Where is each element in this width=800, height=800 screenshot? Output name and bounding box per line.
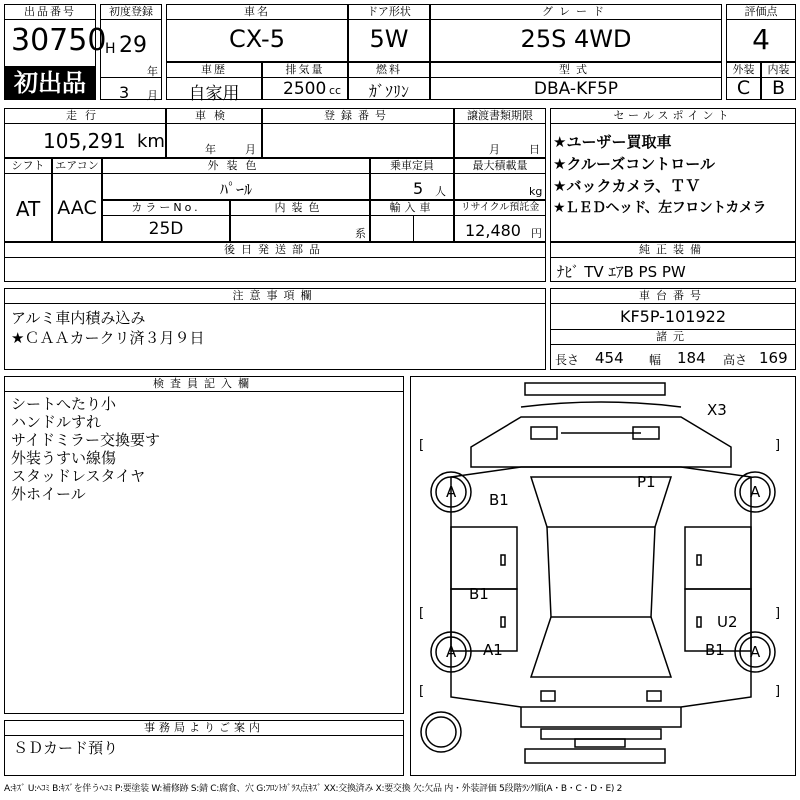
equipment-box: [550, 242, 796, 282]
door-box: [348, 4, 430, 62]
inspector-line: ハンドルすれ: [11, 413, 102, 431]
displacement-box: [262, 62, 348, 100]
width: 184: [677, 349, 706, 367]
lot-number: 30750: [11, 23, 107, 58]
transfer-month-unit: 月: [489, 143, 500, 156]
transfer-box: [454, 108, 546, 158]
chassis-label: 車台番号: [551, 289, 795, 304]
color: ﾊﾟｰﾙ: [219, 180, 252, 199]
length: 454: [595, 349, 624, 367]
inspector-line: 外装うすい線傷: [11, 449, 117, 467]
height-label: 高さ: [723, 353, 748, 367]
interior-color-label: 内装色: [231, 201, 369, 216]
inspection-month-unit: 月: [245, 143, 256, 156]
sales-points-label: セールスポイント: [551, 109, 795, 124]
grade: 25S 4WD: [520, 25, 632, 53]
damage-mark: X3: [707, 401, 727, 419]
month-unit: 月: [147, 89, 158, 102]
registration-month: 3: [119, 83, 130, 102]
sales-point-item: ★ＬＥＤヘッド、左フロントカメラ: [553, 200, 766, 216]
grade-box: [430, 4, 722, 62]
capacity: 5: [413, 179, 424, 198]
recycle-box: [454, 200, 546, 242]
equipment-label: 純正装備: [551, 243, 795, 258]
history-label: 車歴: [167, 63, 261, 78]
era: H: [105, 41, 116, 57]
recycle-unit: 円: [531, 227, 542, 240]
inspector-label: 検査員記入欄: [5, 377, 403, 392]
displacement: 2500: [283, 79, 327, 99]
damage-mark: P1: [637, 473, 656, 491]
mileage-label: 走行: [5, 109, 165, 124]
displacement-label: 排気量: [263, 63, 347, 78]
color-no-box: [102, 200, 230, 242]
fuel-box: [348, 62, 430, 100]
wheel-mark: A: [750, 483, 761, 501]
color-no-label: カラーNo.: [103, 201, 229, 216]
svg-text:]: ]: [775, 684, 781, 699]
history-box: [166, 62, 262, 104]
interior-grade: B: [771, 77, 786, 99]
exterior-grade: C: [736, 77, 751, 99]
office-text: ＳＤカード預り: [13, 739, 119, 757]
sales-point-item: ★バックカメラ、ＴＶ: [553, 177, 701, 195]
later-parts-box: [4, 242, 546, 282]
sales-points-box: [550, 108, 796, 242]
plate-label: 登録番号: [263, 109, 453, 124]
interior-color-box: [230, 200, 370, 242]
inspection-year-unit: 年: [205, 143, 216, 156]
score-label: 評価点: [727, 5, 795, 20]
import-label: 輸入車: [371, 201, 453, 216]
inspector-line: シートへたり小: [11, 395, 117, 413]
svg-text:[: [: [419, 684, 425, 699]
mileage-box: [4, 108, 166, 158]
door-label: ドア形状: [349, 5, 429, 20]
model-label: 型式: [431, 63, 721, 78]
wheel-mark: A: [750, 643, 761, 661]
inspection-box: [166, 108, 262, 158]
first-listing-badge: 初出品: [4, 66, 96, 100]
ac-box: [52, 158, 102, 242]
wheel-mark: A: [446, 483, 457, 501]
color-no: 25D: [148, 219, 184, 239]
sales-point-item: ★クルーズコントロール: [553, 155, 715, 173]
transfer-label: 譲渡書類期限: [455, 109, 545, 124]
shift-label: シフト: [5, 159, 51, 174]
length-label: 長さ: [555, 353, 580, 367]
load-box: [454, 158, 546, 200]
ac: AAC: [57, 197, 97, 219]
load-label: 最大積載量: [455, 159, 545, 174]
svg-text:[: [: [419, 606, 425, 621]
car-name-box: [166, 4, 348, 62]
capacity-box: [370, 158, 454, 200]
damage-mark: U2: [717, 613, 738, 631]
model: DBA-KF5P: [533, 79, 619, 99]
import-box: [370, 200, 454, 242]
first-registration-label: 初度登録: [101, 5, 161, 20]
fuel-label: 燃料: [349, 63, 429, 78]
exterior-grade-label: 外装: [727, 63, 760, 78]
equipment-value: ﾅﾋﾞ TV ｴｱB PS PW: [557, 263, 686, 281]
year-unit: 年: [147, 65, 158, 78]
notes-line: ★ＣＡＡカークリ済３月９日: [11, 329, 205, 347]
registration-year: 29: [119, 33, 147, 58]
damage-mark: B1: [705, 641, 725, 659]
shift-box: [4, 158, 52, 242]
office-box: [4, 720, 404, 776]
exterior-grade-box: [726, 62, 761, 100]
inspector-box: [4, 376, 404, 714]
first-registration-box: [100, 4, 162, 100]
inspection-label: 車検: [167, 109, 261, 124]
shift: AT: [15, 197, 41, 221]
color-box: [102, 158, 370, 200]
notes-label: 注意事項欄: [5, 289, 545, 304]
transfer-day-unit: 日: [529, 143, 540, 156]
history: 自家用: [188, 84, 240, 104]
mileage-unit: km: [137, 131, 165, 152]
interior-color-unit: 系: [355, 227, 366, 240]
recycle-label: リサイクル預託金: [455, 201, 545, 216]
door-type: 5W: [369, 25, 409, 53]
damage-mark: A1: [483, 641, 503, 659]
office-label: 事務局よりご案内: [5, 721, 403, 736]
spec-label: 諸元: [551, 329, 795, 345]
notes-box: [4, 288, 546, 370]
damage-mark: B1: [489, 491, 509, 509]
fuel: ｶﾞｿﾘﾝ: [368, 82, 409, 101]
ac-label: エアコン: [53, 159, 101, 174]
model-box: [430, 62, 722, 100]
score: 4: [752, 23, 770, 56]
load-unit: kg: [529, 185, 543, 198]
capacity-label: 乗車定員: [371, 159, 453, 174]
chassis-box: [550, 288, 796, 370]
svg-text:]: ]: [775, 438, 781, 453]
plate-box: [262, 108, 454, 158]
width-label: 幅: [649, 353, 662, 367]
interior-grade-label: 内装: [762, 63, 795, 78]
score-box: [726, 4, 796, 62]
svg-text:]: ]: [775, 606, 781, 621]
inspector-line: サイドミラー交換要す: [11, 431, 160, 449]
legend: A:ｷｽﾞ U:ﾍｺﾐ B:ｷｽﾞを伴うﾍｺﾐ P:要塗装 W:補修跡 S:錆 C:腐食、穴 G:ﾌﾛﾝﾄｶﾞﾗｽ点ｷｽﾞ XX:交換済み X:要交換 欠:欠品 内・外装評価 5段階ﾗﾝｸ順(A・B・C・D・E) 2: [4, 784, 623, 794]
chassis-number: KF5P-101922: [619, 307, 727, 326]
lot-number-label: 出品番号: [5, 5, 95, 20]
car-outline: [411, 377, 795, 775]
damage-diagram: [410, 376, 796, 776]
interior-grade-box: [761, 62, 796, 100]
car-name: CX-5: [229, 25, 285, 53]
grade-label: グレード: [431, 5, 721, 20]
mileage: 105,291: [43, 129, 126, 153]
displacement-unit: cc: [329, 84, 342, 97]
height: 169: [759, 349, 788, 367]
car-name-label: 車名: [167, 5, 347, 20]
later-parts-label: 後日発送部品: [5, 243, 545, 258]
damage-mark: B1: [469, 585, 489, 603]
inspector-line: 外ホイール: [11, 485, 86, 503]
notes-line: アルミ車内積み込み: [11, 309, 146, 327]
capacity-unit: 人: [435, 185, 446, 198]
color-label: 外装色: [103, 159, 369, 174]
svg-text:[: [: [419, 438, 425, 453]
recycle: 12,480: [465, 221, 521, 240]
sales-point-item: ★ユーザー買取車: [553, 133, 672, 151]
wheel-mark: A: [446, 643, 457, 661]
inspector-line: スタッドレスタイヤ: [11, 467, 146, 485]
